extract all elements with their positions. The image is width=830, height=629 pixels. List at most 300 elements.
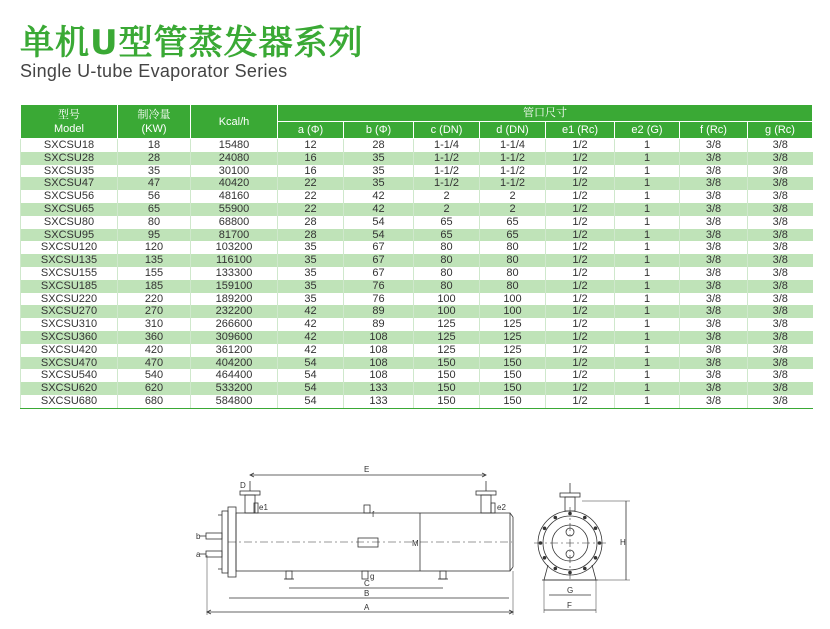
table-cell: 42	[278, 305, 344, 318]
table-row	[21, 177, 813, 190]
table-cell: 35	[278, 241, 344, 254]
header-e1: e1 (Rc)	[546, 122, 615, 139]
table-cell: 1	[615, 369, 680, 382]
table-cell: 1/2	[546, 190, 615, 203]
table-cell: 65	[480, 229, 546, 242]
table-cell: 65	[414, 229, 480, 242]
table-cell: 80	[414, 241, 480, 254]
table-cell: 67	[344, 267, 414, 280]
table-cell: 100	[414, 293, 480, 306]
table-cell: 540	[118, 369, 191, 382]
table-cell: 1	[615, 165, 680, 178]
table-cell: 3/8	[748, 305, 813, 318]
connection-g	[362, 571, 368, 579]
table-cell: 150	[480, 395, 546, 408]
table-cell: 116100	[191, 254, 278, 267]
table-cell: 150	[414, 369, 480, 382]
table-cell: 80	[480, 254, 546, 267]
model-cell: SXCSU35	[21, 165, 118, 178]
table-cell: 3/8	[680, 344, 748, 357]
table-cell: 3/8	[748, 152, 813, 165]
table-cell: 3/8	[748, 165, 813, 178]
model-cell: SXCSU120	[21, 241, 118, 254]
dim-label-B: B	[364, 589, 370, 598]
dim-label-G: G	[567, 586, 574, 595]
model-cell: SXCSU185	[21, 280, 118, 293]
header-capacity: 制冷量 (KW)	[118, 105, 191, 139]
table-cell: 309600	[191, 331, 278, 344]
table-cell: 47	[118, 177, 191, 190]
table-row	[21, 216, 813, 229]
table-cell: 1	[615, 305, 680, 318]
table-cell: 3/8	[748, 203, 813, 216]
header-a: a (Φ)	[278, 122, 344, 139]
table-cell: 89	[344, 318, 414, 331]
table-cell: 35	[278, 293, 344, 306]
table-cell: 28	[118, 152, 191, 165]
table-cell: 150	[480, 369, 546, 382]
bolt-icon	[554, 516, 558, 520]
table-cell: 1/2	[546, 229, 615, 242]
table-cell: 1/2	[546, 203, 615, 216]
table-cell: 80	[480, 267, 546, 280]
model-cell: SXCSU620	[21, 382, 118, 395]
table-cell: 125	[414, 331, 480, 344]
table-cell: 133	[344, 382, 414, 395]
table-row	[21, 382, 813, 395]
dim-label-C: C	[364, 579, 370, 588]
bolt-icon	[543, 527, 547, 531]
table-cell: 1	[615, 357, 680, 370]
table-cell: 3/8	[680, 203, 748, 216]
table-cell: 150	[414, 357, 480, 370]
table-cell: 100	[480, 305, 546, 318]
table-cell: 3/8	[748, 139, 813, 152]
table-cell: 76	[344, 280, 414, 293]
table-cell: 404200	[191, 357, 278, 370]
table-cell: 1	[615, 241, 680, 254]
table-cell: 3/8	[680, 331, 748, 344]
table-cell: 3/8	[748, 357, 813, 370]
header-e2: e2 (G)	[615, 122, 680, 139]
model-cell: SXCSU155	[21, 267, 118, 280]
header-c: c (DN)	[414, 122, 480, 139]
table-cell: 54	[344, 216, 414, 229]
table-cell: 2	[480, 203, 546, 216]
table-cell: 133300	[191, 267, 278, 280]
table-cell: 35	[118, 165, 191, 178]
table-cell: 533200	[191, 382, 278, 395]
table-cell: 3/8	[680, 357, 748, 370]
table-row	[21, 318, 813, 331]
table-row	[21, 280, 813, 293]
table-cell: 3/8	[680, 139, 748, 152]
table-cell: 310	[118, 318, 191, 331]
table-cell: 155	[118, 267, 191, 280]
table-cell: 100	[480, 293, 546, 306]
table-cell: 3/8	[680, 241, 748, 254]
table-cell: 125	[414, 344, 480, 357]
table-cell: 108	[344, 344, 414, 357]
model-cell: SXCSU220	[21, 293, 118, 306]
table-cell: 620	[118, 382, 191, 395]
table-cell: 1/2	[546, 216, 615, 229]
model-cell: SXCSU310	[21, 318, 118, 331]
model-cell: SXCSU540	[21, 369, 118, 382]
dim-label-D: D	[240, 481, 246, 490]
model-cell: SXCSU56	[21, 190, 118, 203]
table-cell: 1	[615, 139, 680, 152]
table-cell: 3/8	[748, 369, 813, 382]
table-cell: 80	[414, 280, 480, 293]
table-row	[21, 139, 813, 152]
table-cell: 1	[615, 280, 680, 293]
dim-label-e2: e2	[497, 503, 506, 512]
table-cell: 2	[480, 190, 546, 203]
table-cell: 3/8	[680, 382, 748, 395]
table-cell: 28	[278, 229, 344, 242]
model-cell: SXCSU420	[21, 344, 118, 357]
table-cell: 1/2	[546, 305, 615, 318]
table-row	[21, 369, 813, 382]
connection-f	[364, 505, 370, 513]
table-cell: 22	[278, 190, 344, 203]
table-cell: 54	[278, 369, 344, 382]
table-row	[21, 344, 813, 357]
table-cell: 150	[480, 382, 546, 395]
dim-label-b: b	[196, 532, 201, 541]
table-cell: 1/2	[546, 267, 615, 280]
dim-label-f: f	[372, 510, 375, 519]
table-cell: 232200	[191, 305, 278, 318]
table-row	[21, 395, 813, 408]
bolt-icon	[543, 556, 547, 560]
table-cell: 35	[344, 177, 414, 190]
header-b: b (Φ)	[344, 122, 414, 139]
table-cell: 42	[344, 203, 414, 216]
evaporator-drawing	[0, 455, 830, 629]
table-cell: 3/8	[748, 395, 813, 408]
dim-label-H: H	[620, 538, 626, 547]
table-cell: 220	[118, 293, 191, 306]
table-row	[21, 305, 813, 318]
table-cell: 3/8	[680, 190, 748, 203]
table-cell: 270	[118, 305, 191, 318]
dim-label-M: M	[412, 539, 419, 548]
table-cell: 1	[615, 382, 680, 395]
table-cell: 35	[278, 267, 344, 280]
model-cell: SXCSU65	[21, 203, 118, 216]
connection-a	[206, 551, 222, 557]
table-cell: 3/8	[748, 331, 813, 344]
dim-label-E: E	[364, 465, 370, 474]
table-cell: 3/8	[680, 293, 748, 306]
table-cell: 1	[615, 395, 680, 408]
table-cell: 3/8	[680, 177, 748, 190]
table-cell: 1	[615, 190, 680, 203]
bolt-icon	[594, 556, 598, 560]
table-cell: 3/8	[680, 369, 748, 382]
table-cell: 80	[480, 280, 546, 293]
table-cell: 150	[414, 382, 480, 395]
table-cell: 3/8	[680, 267, 748, 280]
table-cell: 54	[278, 382, 344, 395]
table-cell: 16	[278, 165, 344, 178]
table-cell: 28	[278, 216, 344, 229]
table-cell: 65	[414, 216, 480, 229]
table-cell: 108	[344, 357, 414, 370]
table-cell: 100	[414, 305, 480, 318]
table-cell: 2	[414, 190, 480, 203]
table-cell: 67	[344, 241, 414, 254]
table-cell: 3/8	[680, 395, 748, 408]
model-cell: SXCSU95	[21, 229, 118, 242]
table-cell: 54	[344, 229, 414, 242]
bolt-icon	[583, 516, 587, 520]
table-cell: 67	[344, 254, 414, 267]
table-cell: 125	[480, 344, 546, 357]
table-cell: 1/2	[546, 293, 615, 306]
table-cell: 54	[278, 357, 344, 370]
table-cell: 1-1/2	[414, 152, 480, 165]
table-cell: 42	[278, 344, 344, 357]
table-cell: 1/2	[546, 177, 615, 190]
table-cell: 2	[414, 203, 480, 216]
table-cell: 76	[344, 293, 414, 306]
table-cell: 125	[480, 331, 546, 344]
table-cell: 1	[615, 267, 680, 280]
header-d: d (DN)	[480, 122, 546, 139]
table-cell: 3/8	[748, 318, 813, 331]
table-cell: 15480	[191, 139, 278, 152]
table-cell: 80	[118, 216, 191, 229]
dim-label-F: F	[567, 601, 572, 610]
table-cell: 95	[118, 229, 191, 242]
table-cell: 48160	[191, 190, 278, 203]
table-cell: 3/8	[680, 305, 748, 318]
model-cell: SXCSU270	[21, 305, 118, 318]
table-cell: 1-1/2	[480, 152, 546, 165]
connection-b	[206, 533, 222, 539]
table-cell: 1/2	[546, 152, 615, 165]
model-cell: SXCSU80	[21, 216, 118, 229]
table-cell: 680	[118, 395, 191, 408]
table-cell: 3/8	[748, 254, 813, 267]
model-cell: SXCSU28	[21, 152, 118, 165]
table-cell: 3/8	[680, 318, 748, 331]
table-row	[21, 165, 813, 178]
table-cell: 3/8	[748, 177, 813, 190]
table-cell: 1-1/2	[480, 177, 546, 190]
table-cell: 1/2	[546, 382, 615, 395]
table-cell: 1	[615, 331, 680, 344]
dim-label-A: A	[364, 603, 370, 612]
table-cell: 189200	[191, 293, 278, 306]
table-cell: 24080	[191, 152, 278, 165]
table-cell: 81700	[191, 229, 278, 242]
dim-label-e1: e1	[259, 503, 268, 512]
table-cell: 159100	[191, 280, 278, 293]
table-cell: 3/8	[748, 382, 813, 395]
table-cell: 1/2	[546, 318, 615, 331]
table-cell: 120	[118, 241, 191, 254]
table-cell: 35	[344, 152, 414, 165]
bolt-icon	[539, 541, 543, 545]
table-cell: 65	[480, 216, 546, 229]
table-cell: 30100	[191, 165, 278, 178]
table-cell: 3/8	[680, 165, 748, 178]
table-row	[21, 241, 813, 254]
header-pipe-size: 管口尺寸	[278, 105, 813, 122]
table-row	[21, 331, 813, 344]
table-cell: 1	[615, 318, 680, 331]
dim-label-g: g	[370, 572, 375, 581]
table-row	[21, 293, 813, 306]
table-cell: 1/2	[546, 254, 615, 267]
spec-table	[20, 104, 813, 409]
table-cell: 133	[344, 395, 414, 408]
table-cell: 3/8	[748, 267, 813, 280]
table-cell: 1/2	[546, 165, 615, 178]
table-cell: 3/8	[748, 190, 813, 203]
model-cell: SXCSU18	[21, 139, 118, 152]
table-cell: 3/8	[748, 293, 813, 306]
table-cell: 1-1/4	[414, 139, 480, 152]
table-cell: 22	[278, 203, 344, 216]
table-cell: 108	[344, 369, 414, 382]
table-cell: 35	[344, 165, 414, 178]
table-cell: 3/8	[680, 229, 748, 242]
bolt-icon	[594, 526, 598, 530]
table-cell: 1/2	[546, 139, 615, 152]
table-cell: 28	[344, 139, 414, 152]
table-cell: 464400	[191, 369, 278, 382]
model-cell: SXCSU135	[21, 254, 118, 267]
table-cell: 16	[278, 152, 344, 165]
table-cell: 150	[414, 395, 480, 408]
table-cell: 68800	[191, 216, 278, 229]
table-cell: 1	[615, 216, 680, 229]
table-cell: 266600	[191, 318, 278, 331]
table-row	[21, 190, 813, 203]
model-cell: SXCSU680	[21, 395, 118, 408]
table-cell: 54	[278, 395, 344, 408]
table-row	[21, 357, 813, 370]
dim-label-a: a	[196, 550, 201, 559]
table-cell: 1/2	[546, 331, 615, 344]
table-cell: 55900	[191, 203, 278, 216]
table-cell: 1/2	[546, 280, 615, 293]
table-cell: 3/8	[748, 344, 813, 357]
bolt-icon	[568, 512, 572, 516]
table-cell: 1	[615, 254, 680, 267]
table-cell: 3/8	[748, 229, 813, 242]
table-cell: 3/8	[748, 280, 813, 293]
table-cell: 80	[414, 267, 480, 280]
table-cell: 35	[278, 254, 344, 267]
table-cell: 1/2	[546, 369, 615, 382]
table-cell: 150	[480, 357, 546, 370]
model-cell: SXCSU47	[21, 177, 118, 190]
table-cell: 1/2	[546, 241, 615, 254]
table-cell: 3/8	[748, 216, 813, 229]
table-cell: 3/8	[680, 254, 748, 267]
header-g: g (Rc)	[748, 122, 813, 139]
table-cell: 584800	[191, 395, 278, 408]
table-cell: 3/8	[680, 280, 748, 293]
table-row	[21, 152, 813, 165]
header-kcal: Kcal/h	[191, 105, 278, 139]
table-cell: 12	[278, 139, 344, 152]
table-cell: 89	[344, 305, 414, 318]
table-cell: 1-1/2	[414, 177, 480, 190]
table-cell: 1	[615, 344, 680, 357]
table-cell: 3/8	[680, 152, 748, 165]
header-f: f (Rc)	[680, 122, 748, 139]
table-cell: 3/8	[680, 216, 748, 229]
table-cell: 80	[480, 241, 546, 254]
table-cell: 108	[344, 331, 414, 344]
table-cell: 1/2	[546, 395, 615, 408]
table-cell: 35	[278, 280, 344, 293]
table-cell: 420	[118, 344, 191, 357]
table-cell: 40420	[191, 177, 278, 190]
table-cell: 1-1/4	[480, 139, 546, 152]
header-model: 型号 Model	[21, 105, 118, 139]
table-cell: 1/2	[546, 357, 615, 370]
table-cell: 80	[414, 254, 480, 267]
table-cell: 360	[118, 331, 191, 344]
bolt-icon	[568, 571, 572, 575]
table-cell: 18	[118, 139, 191, 152]
bolt-icon	[598, 541, 602, 545]
table-cell: 125	[414, 318, 480, 331]
table-cell: 56	[118, 190, 191, 203]
table-cell: 42	[278, 331, 344, 344]
model-cell: SXCSU470	[21, 357, 118, 370]
table-cell: 361200	[191, 344, 278, 357]
page-title: 单机U型管蒸发器系列	[20, 23, 364, 63]
table-cell: 1	[615, 229, 680, 242]
table-row	[21, 203, 813, 216]
table-cell: 1	[615, 203, 680, 216]
table-cell: 1-1/2	[480, 165, 546, 178]
model-cell: SXCSU360	[21, 331, 118, 344]
table-cell: 125	[480, 318, 546, 331]
table-cell: 470	[118, 357, 191, 370]
table-cell: 1/2	[546, 344, 615, 357]
table-row	[21, 267, 813, 280]
bolt-icon	[554, 567, 558, 571]
table-cell: 1	[615, 177, 680, 190]
table-cell: 65	[118, 203, 191, 216]
table-cell: 42	[278, 318, 344, 331]
table-cell: 1-1/2	[414, 165, 480, 178]
table-cell: 1	[615, 152, 680, 165]
spec-table-body	[21, 139, 813, 409]
table-cell: 22	[278, 177, 344, 190]
table-cell: 103200	[191, 241, 278, 254]
page-subtitle: Single U-tube Evaporator Series	[20, 61, 288, 81]
table-cell: 3/8	[748, 241, 813, 254]
bolt-icon	[583, 567, 587, 571]
table-cell: 1	[615, 293, 680, 306]
table-row	[21, 229, 813, 242]
table-cell: 135	[118, 254, 191, 267]
table-row	[21, 254, 813, 267]
table-cell: 42	[344, 190, 414, 203]
table-cell: 185	[118, 280, 191, 293]
